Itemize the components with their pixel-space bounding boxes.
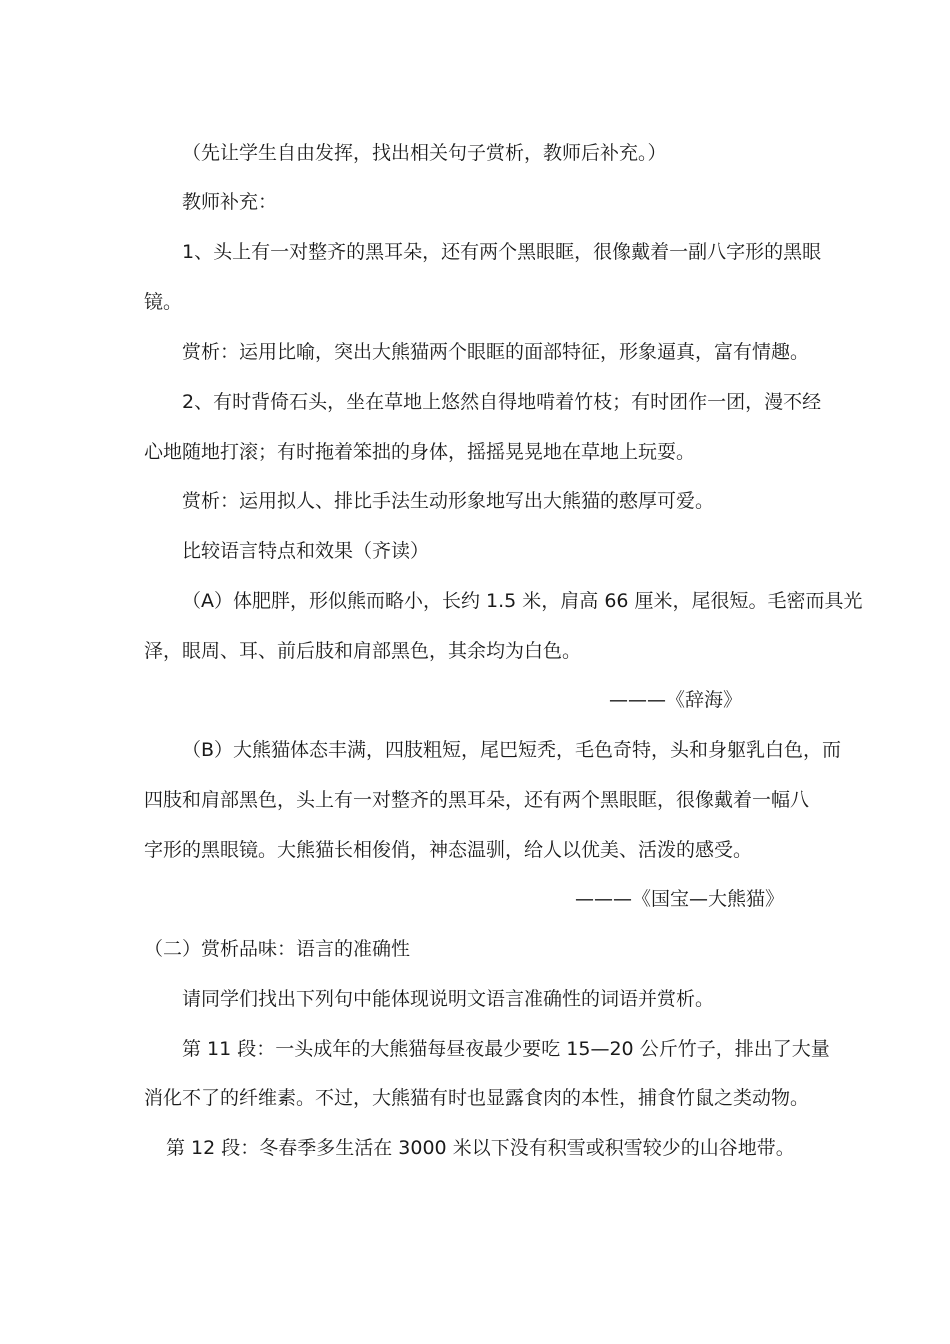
source-citation-a: ———《辞海》 bbox=[608, 689, 742, 711]
paragraph-teacher-supplement: 教师补充： bbox=[182, 191, 278, 213]
paragraph-task-instruction: 请同学们找出下列句中能体现说明文语言准确性的词语并赏析。 bbox=[182, 988, 715, 1010]
paragraph-text-a-line-1: （A）体肥胖，形似熊而略小，长约 1.5 米，肩高 66 厘米，尾很短。毛密而具光 bbox=[182, 590, 863, 612]
paragraph-text-b-line-2: 四肢和肩部黑色，头上有一对整齐的黑耳朵，还有两个黑眼眶，很像戴着一幅八 bbox=[144, 789, 810, 811]
paragraph-text-b-line-3: 字形的黑眼镜。大熊猫长相俊俏，神态温驯，给人以优美、活泼的感受。 bbox=[144, 839, 753, 861]
section-heading-language-accuracy: （二）赏析品味：语言的准确性 bbox=[144, 938, 411, 960]
paragraph-compare-heading: 比较语言特点和效果（齐读） bbox=[182, 540, 430, 562]
paragraph-section-11-line-2: 消化不了的纤维素。不过，大熊猫有时也显露食肉的本性，捕食竹鼠之类动物。 bbox=[144, 1087, 810, 1109]
paragraph-intro-note: （先让学生自由发挥，找出相关句子赏析，教师后补充。） bbox=[182, 142, 667, 164]
paragraph-text-a-line-2: 泽，眼周、耳、前后肢和肩部黑色，其余均为白色。 bbox=[144, 640, 582, 662]
source-citation-b: ———《国宝—大熊猫》 bbox=[574, 888, 784, 910]
paragraph-sentence-1-line-2: 镜。 bbox=[144, 291, 183, 313]
paragraph-analysis-2: 赏析：运用拟人、排比手法生动形象地写出大熊猫的憨厚可爱。 bbox=[182, 490, 715, 512]
paragraph-sentence-1-line-1: 1、头上有一对整齐的黑耳朵，还有两个黑眼眶，很像戴着一副八字形的黑眼 bbox=[182, 241, 822, 263]
paragraph-analysis-1: 赏析：运用比喻，突出大熊猫两个眼眶的面部特征，形象逼真，富有情趣。 bbox=[182, 341, 810, 363]
paragraph-section-12: 第 12 段：冬春季多生活在 3000 米以下没有积雪或积雪较少的山谷地带。 bbox=[166, 1137, 795, 1159]
paragraph-section-11-line-1: 第 11 段：一头成年的大熊猫每昼夜最少要吃 15—20 公斤竹子，排出了大量 bbox=[182, 1038, 830, 1060]
paragraph-text-b-line-1: （B）大熊猫体态丰满，四肢粗短，尾巴短秃，毛色奇特，头和身躯乳白色，而 bbox=[182, 739, 842, 761]
paragraph-sentence-2-line-2: 心地随地打滚；有时拖着笨拙的身体，摇摇晃晃地在草地上玩耍。 bbox=[144, 441, 696, 463]
paragraph-sentence-2-line-1: 2、有时背倚石头，坐在草地上悠然自得地啃着竹枝；有时团作一团，漫不经 bbox=[182, 391, 822, 413]
